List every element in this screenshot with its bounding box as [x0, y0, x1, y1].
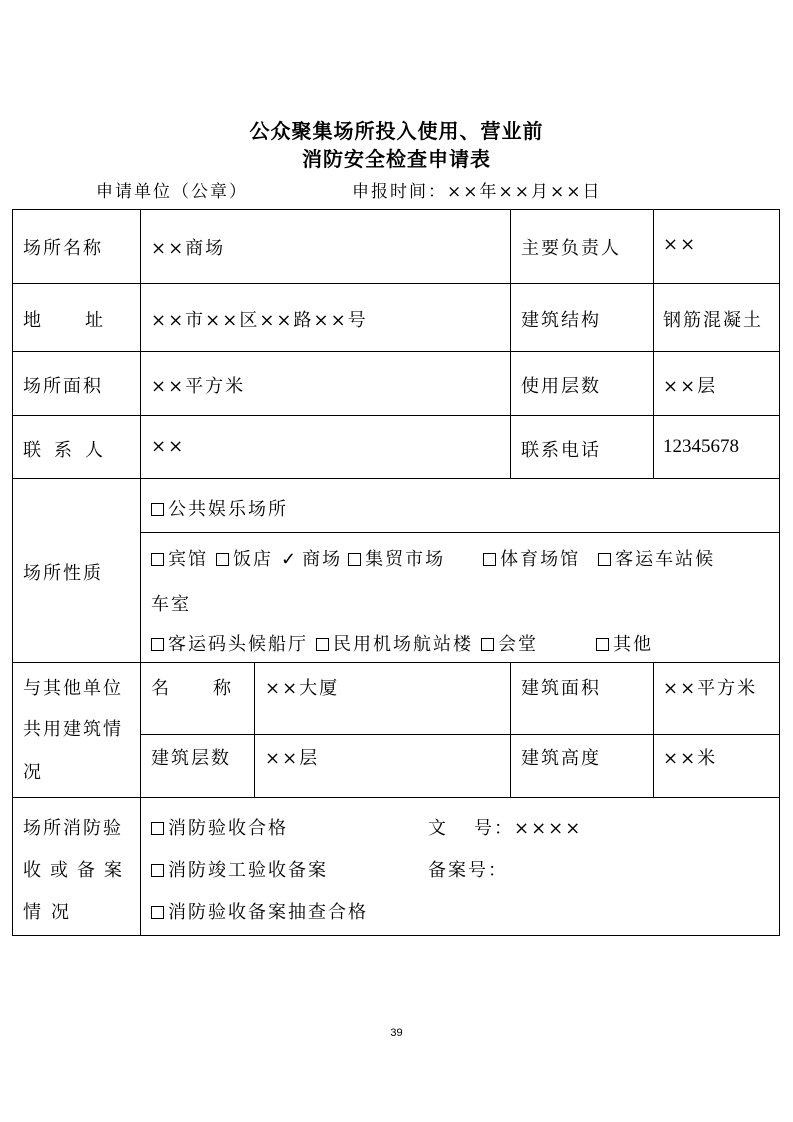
area-label: 场所面积 — [23, 376, 103, 397]
checkmark-icon[interactable]: ✓ — [281, 549, 299, 570]
venue-name-label: 场所名称 — [23, 238, 103, 259]
building-area-value: ××平方米 — [663, 678, 758, 699]
nature-option-airport-terminal[interactable]: 民用机场航站楼 — [316, 630, 473, 656]
phone-value: 12345678 — [663, 436, 739, 457]
checkbox-icon[interactable] — [151, 553, 164, 566]
principal-label: 主要负责人 — [521, 238, 621, 259]
acceptance-label-line1: 场所消防验 — [23, 818, 123, 839]
contact-value: ×× — [151, 436, 186, 457]
acceptance-label-line3: 情 况 — [23, 902, 71, 923]
principal-value: ×× — [663, 234, 698, 255]
applicant-label: 申请单位（公章） — [96, 182, 248, 202]
nature-option-market[interactable]: 集贸市场 — [348, 545, 445, 571]
checkbox-icon[interactable] — [348, 553, 361, 566]
nature-option-other[interactable]: 其他 — [596, 630, 653, 656]
checkbox-icon[interactable] — [596, 638, 609, 651]
nature-option-restaurant[interactable]: 饭店 — [216, 545, 273, 571]
structure-label: 建筑结构 — [521, 310, 601, 331]
area-value: ××平方米 — [151, 376, 246, 397]
checkbox-icon[interactable] — [151, 638, 164, 651]
checkbox-icon[interactable] — [481, 638, 494, 651]
form-title-line1: 公众聚集场所投入使用、营业前 — [249, 119, 544, 143]
application-form-table — [12, 209, 780, 936]
acceptance-option-filing[interactable]: 消防竣工验收备案 — [151, 856, 328, 882]
document-number: 文 号：×××× — [428, 818, 583, 839]
checkbox-icon[interactable] — [316, 638, 329, 651]
page-number: 39 — [390, 1027, 403, 1039]
building-floors-value: ××层 — [265, 748, 320, 769]
nature-options-line2 — [151, 545, 715, 571]
checkbox-icon[interactable] — [151, 864, 164, 877]
shared-name-value: ××大厦 — [265, 678, 340, 699]
acceptance-option-spot-check[interactable]: 消防验收备案抽查合格 — [151, 898, 368, 924]
checkbox-icon[interactable] — [216, 553, 229, 566]
shared-building-label-line3: 况 — [23, 762, 43, 783]
nature-option-ferry-terminal[interactable]: 客运码头候船厅 — [151, 630, 308, 656]
nature-option-stadium[interactable]: 体育场馆 — [483, 545, 580, 571]
nature-option-bus-station[interactable]: 客运车站候 — [598, 545, 715, 571]
checkbox-icon[interactable] — [151, 906, 164, 919]
nature-options-line3 — [151, 630, 653, 656]
structure-value: 钢筋混凝土 — [663, 310, 763, 331]
form-title-line2: 消防安全检查申请表 — [302, 147, 491, 171]
building-height-value: ××米 — [663, 748, 718, 769]
shared-building-label-line2: 共用建筑情 — [23, 719, 123, 740]
nature-option-bus-station-wrap: 车室 — [151, 594, 191, 615]
floors-used-label: 使用层数 — [521, 376, 601, 397]
nature-option-hotel[interactable]: 宾馆 — [151, 545, 208, 571]
record-number-label: 备案号： — [428, 860, 508, 881]
shared-building-label-line1: 与其他单位 — [23, 678, 123, 699]
acceptance-option-passed[interactable]: 消防验收合格 — [151, 814, 288, 840]
checkbox-icon[interactable] — [151, 503, 164, 516]
checkbox-icon[interactable] — [151, 822, 164, 835]
nature-option-auditorium[interactable]: 会堂 — [481, 630, 538, 656]
building-area-label: 建筑面积 — [521, 678, 601, 699]
contact-label: 联 系 人 — [23, 440, 105, 461]
venue-name-value: ××商场 — [151, 238, 226, 259]
nature-option-mall[interactable]: ✓ 商场 — [281, 549, 343, 570]
venue-nature-label: 场所性质 — [23, 563, 103, 584]
checkbox-icon[interactable] — [598, 553, 611, 566]
phone-label: 联系电话 — [521, 440, 601, 461]
floors-used-value: ××层 — [663, 376, 718, 397]
building-height-label: 建筑高度 — [521, 748, 601, 769]
address-label: 地 址 — [23, 310, 105, 331]
nature-option-entertainment[interactable]: 公共娱乐场所 — [151, 495, 288, 521]
shared-name-label: 名 称 — [151, 678, 233, 699]
checkbox-icon[interactable] — [483, 553, 496, 566]
acceptance-label-line2: 收或备案 — [23, 860, 131, 881]
address-value: ××市××区××路××号 — [151, 310, 368, 331]
building-floors-label: 建筑层数 — [151, 748, 231, 769]
report-time: 申报时间：××年××月××日 — [352, 182, 602, 202]
